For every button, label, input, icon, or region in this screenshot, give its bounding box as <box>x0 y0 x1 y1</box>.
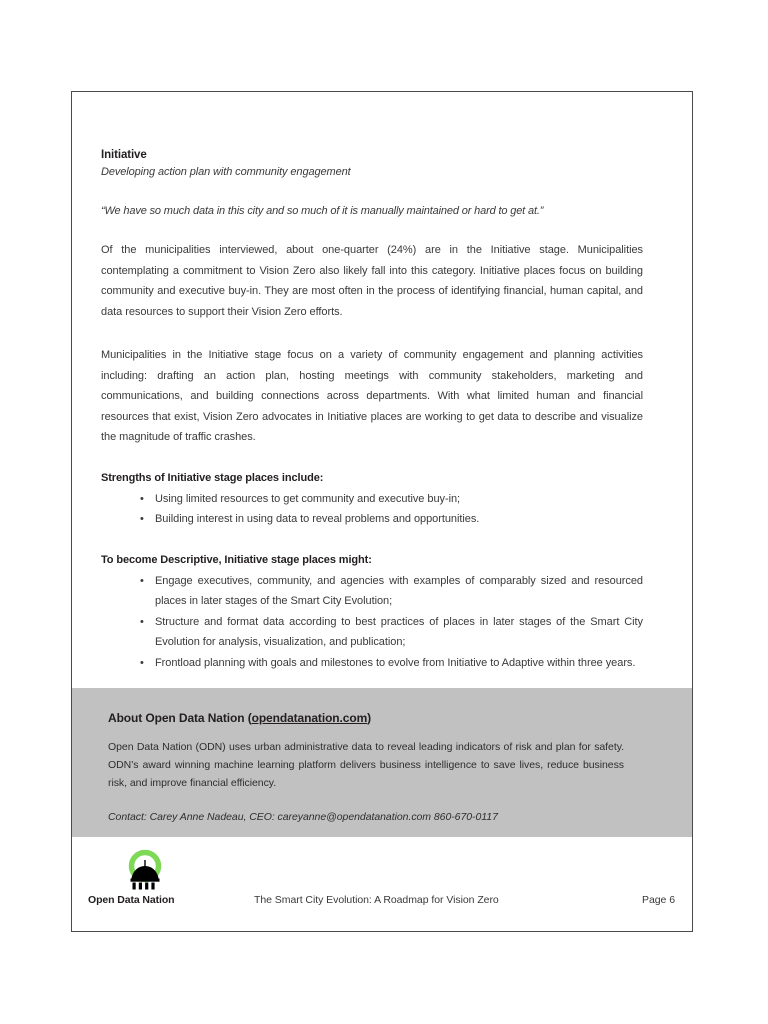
page-inner <box>72 92 692 931</box>
logo-column-shape <box>133 883 136 890</box>
logo-dome-shape <box>132 866 159 879</box>
about-heading-suffix: ) <box>367 711 372 725</box>
about-heading-prefix: About Open Data Nation ( <box>108 711 252 725</box>
opendatanation-link[interactable]: opendatanation.com <box>251 711 368 725</box>
document-content <box>101 149 643 673</box>
page-title: Initiative <box>101 149 147 161</box>
list-item: • Frontload planning with goals and milestones to evolve from Initiative to Adaptive within three years. <box>140 653 643 674</box>
about-section <box>72 688 692 837</box>
footer-document-title: The Smart City Evolution: A Roadmap for Vision Zero <box>254 894 499 906</box>
body-paragraph-2: Municipalities in the Initiative stage focus on a variety of community engagement and planning activities including: drafting an action plan, hosting meetings with community stakeholders, marketing and communications, and building connections across departments. With what limited human and financial resources that exist, Vision Zero advocates in Initiative places are working to get data to describe and visualize the magnitude of traffic crashes. <box>101 349 643 443</box>
list-item: • Engage executives, community, and agencies with examples of comparably sized and resourced places in later stages of the Smart City Evolution; <box>140 571 643 612</box>
list-item: • Using limited resources to get community and executive buy-in; <box>140 489 643 510</box>
logo-column-shape <box>145 883 148 890</box>
open-data-nation-logo <box>119 848 171 892</box>
strengths-heading: Strengths of Initiative stage places include: <box>101 471 324 484</box>
next-steps-list <box>101 571 643 674</box>
about-description: Open Data Nation (ODN) uses urban administrative data to reveal leading indicators of risk and plan for safety. ODN’s award winning machine learning platform delivers business intelligence to save lives, reduce business risk, and improve financial efficiency. <box>108 741 624 789</box>
pull-quote: “We have so much data in this city and so much of it is manually maintained or hard to get at.” <box>101 205 544 217</box>
about-contact: Contact: Carey Anne Nadeau, CEO: careyanne@opendatanation.com 860-670-0117 <box>108 811 498 823</box>
logo-spire-shape <box>144 860 145 867</box>
list-item: • Structure and format data according to best practices of places in later stages of the Smart City Evolution for analysis, visualization, and publication; <box>140 612 643 653</box>
list-item: • Building interest in using data to reveal problems and opportunities. <box>140 509 643 530</box>
strengths-list <box>101 489 643 530</box>
page-footer <box>72 842 692 931</box>
about-heading <box>108 711 656 725</box>
capitol-dome-logo-icon <box>119 848 171 892</box>
next-steps-heading: To become Descriptive, Initiative stage places might: <box>101 553 372 566</box>
section-subtitle: Developing action plan with community engagement <box>101 166 351 178</box>
body-paragraph-1: Of the municipalities interviewed, about one-quarter (24%) are in the Initiative stage. Municipalities contemplating a commitment to Vision Zero also likely fall into this category. Initiative places focus on building community and executive buy-in. They are most often in the process of identifying financial, human capital, and data resources to support their Vision Zero efforts. <box>101 244 643 318</box>
about-inner <box>72 688 692 823</box>
document-page <box>71 91 693 932</box>
logo-column-shape <box>139 883 142 890</box>
footer-brand-name: Open Data Nation <box>88 894 175 906</box>
logo-cornice-shape <box>131 879 160 882</box>
logo-column-shape <box>151 883 154 890</box>
footer-page-number: Page 6 <box>642 894 675 906</box>
